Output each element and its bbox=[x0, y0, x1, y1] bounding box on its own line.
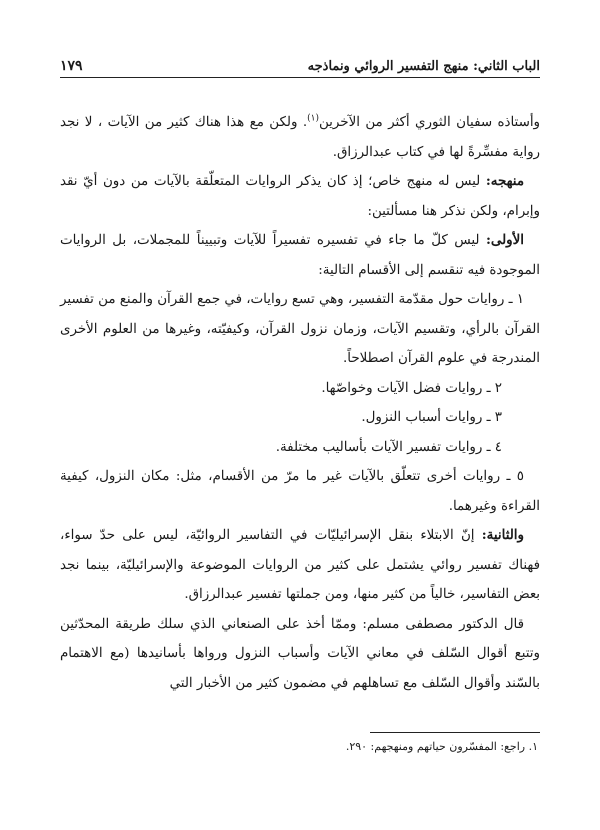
running-title: الباب الثاني: منهج التفسير الروائي ونماذجه bbox=[307, 59, 540, 74]
paragraph-method bbox=[60, 167, 540, 226]
method-lead: منهجه: bbox=[485, 173, 524, 189]
second-lead: والثانية: bbox=[481, 527, 524, 543]
footnote-ref-1: (١) bbox=[307, 113, 319, 124]
page-number: ١٧٩ bbox=[60, 58, 83, 74]
page-body bbox=[60, 108, 540, 698]
second-text: إنّ الابتلاء بنقل الإسرائيليّات في التفاسير الروائيّة، ليس على حدّ سواء، فهناك تفسير روائي يشتمل على كثير من الروايات الموضوعة والإسرائيليّة، بينما نجد بعض التفاسير، خالياً من كثير منها، ومن جملتها تفسير عبدالرزاق. bbox=[60, 528, 540, 602]
list-item-3: ٣ ـ روايات أسباب النزول. bbox=[361, 410, 502, 425]
paragraph-first bbox=[60, 226, 540, 285]
list-item-5: ٥ ـ روايات أخرى تتعلّق بالآيات غير ما مرّ من الأقسام، مثل: مكان النزول، كيفية القراءة وغيرهما. bbox=[60, 469, 540, 514]
method-text: ليس له منهج خاص؛ إذ كان يذكر الروايات المتعلّقة بالآيات من دون أيّ نقد وإبرام، ولكن نذكر هنا مسألتين: bbox=[60, 174, 540, 219]
paragraph-1 bbox=[60, 108, 540, 167]
paragraph-quote: قال الدكتور مصطفى مسلم: وممّا أخذ على الصنعاني الذي سلك طريقة المحدّثين وتتبع أقوال السّلف في معاني الآيات وأسباب النزول ورواها بأسانيدها (مع الاهتمام بالسّند وأقوال السّلف مع تساهلهم في مضمون كثير من الأخبار التي bbox=[60, 616, 540, 691]
paragraph-second bbox=[60, 521, 540, 610]
list-item-2: ٢ ـ روايات فضل الآيات وخواصّها. bbox=[321, 380, 502, 396]
paragraph-1-text-b: . ولكن مع هذا هناك كثير من الآيات ، لا نجد رواية مفسِّرةً لها في كتاب عبدالرزاق. bbox=[60, 115, 540, 160]
footnote-divider bbox=[370, 732, 540, 733]
list-item-1: ١ ـ روايات حول مقدّمة التفسير، وهي تسع روايات، في جمع القرآن والمنع من تفسير القرآن بالرأي، وتقسيم الآيات، وزمان نزول القرآن، وكيفيّته، وغيرها من العلوم الأخرى المندرجة في علوم القرآن اصطلاحاً. bbox=[60, 292, 540, 366]
first-text: ليس كلّ ما جاء في تفسيره تفسيراً للآيات وتبييناً للمجملات، بل الروايات الموجودة فيه تنقسم إلى الأقسام التالية: bbox=[60, 233, 540, 278]
document-page bbox=[60, 58, 540, 755]
page-header bbox=[60, 58, 540, 78]
footnote-1: ١. راجع: المفسّرون حياتهم ومنهجهم: ٢٩٠. bbox=[345, 740, 538, 753]
first-lead: الأولى: bbox=[485, 232, 524, 248]
list-item-4: ٤ ـ روايات تفسير الآيات بأساليب مختلفة. bbox=[275, 439, 502, 455]
paragraph-1-text-a: وأستاذه سفيان الثوري أكثر من الآخرين bbox=[318, 115, 541, 130]
